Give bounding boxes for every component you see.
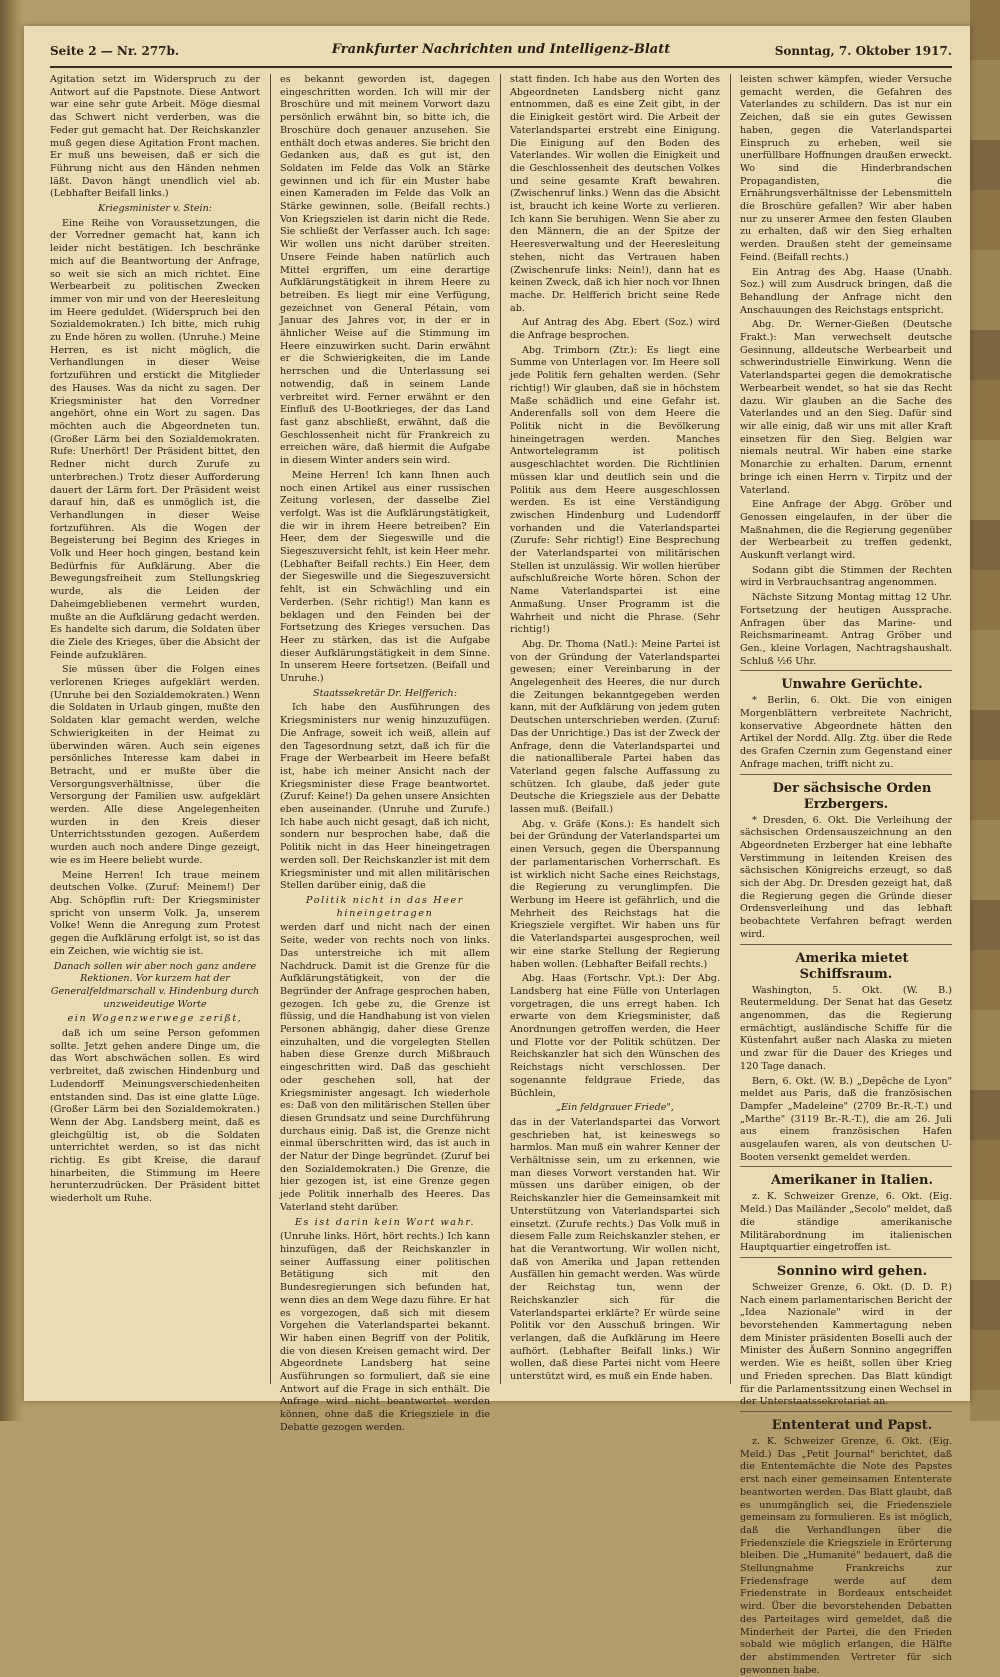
article-headline: Amerikaner in Italien. (740, 1166, 952, 1189)
paragraph: * Berlin, 6. Okt. Die von einigen Morgenblättern verbreitete Nachricht, konservative Abgeordnete hätten den Artikel der Nordd. Allg. Ztg. über die Rede des Grafen Czernin zum Gegenstand einer Anfrage machen, trifft nicht zu. (740, 695, 952, 770)
page-header (50, 40, 952, 68)
subheading: „Ein feldgrauer Friede", (556, 1102, 674, 1114)
paragraph: das in der Vaterlandspartei das Vorwort geschrieben hat, ist keineswegs so harmlos. Man muß ein wahrer Kenner der Verhältnisse sein, um zu erkennen, wie man dieses Vorwort verstanden hat. Wir müssen uns darüber einigen, ob der Reichskanzler hier die Gemeinsamkeit mit Unterstützung von Vaterlandspartei sich einsetzt. (Zurufe rechts.) Das Volk muß in diesem Falle zum Reichskanzler stehen, er hat die Verantwortung. Wir wollen nicht, daß von Amerika und Japan rettenden Ausfällen hin gemacht werden. Was würde der Reichstag tun, wenn der Reichskanzler sich für die Vaterlandspartei erklärte? Er würde seine Politik vor den Ausschuß bringen. Wir verlangen, daß die Aufklärung im Heere aufhört. (Lebhafter Beifall links.) Wir wollen, daß diese Partei nicht vom Heere unterstützt wird, es muß ein Ende haben. (510, 1116, 720, 1383)
article-headline: Der sächsische Orden Erzbergers. (740, 774, 952, 813)
paragraph: Abg. Haas (Fortschr. Vpt.): Der Abg. Landsberg hat eine Fülle von Unterlagen vorgetragen, die uns erregt haben. Ich erwarte von dem Kriegsminister, daß Anordnungen getroffen werden, die Heer und Flotte vor der Politik schützen. Der Reichskanzler hat sich den Wünschen des Reichstags nicht verschlossen. Der sogenannte feldgraue Friede, das Büchlein, (510, 973, 720, 1099)
paragraph: werden darf und nicht nach der einen Seite, weder von rechts noch von links. Das unterstreiche ich mit allem Nachdruck. Damit ist die Grenze für die Aufklärungstätigkeit, von der die Begründer der Anfrage gesprochen haben, gezogen. Ich gebe zu, die Grenze ist flüssig, und die Handhabung ist von vielen Personen abhängig, daher diese Grenze einzuhalten, und die vorgelegten Stellen haben diese Grenze durch Mißbrauch eingeschritten wird. Daß das geschieht oder geschehen soll, hat der Kriegsminister angesagt. Ich wiederhole es: Daß von den militärischen Stellen über diesen Grundsatz und seine Durchführung durchaus einig. Daß ist, die Grenze nicht einmal überschritten wird, das ist auch in der Natur der Dinge begründet. (Zuruf bei den Sozialdemokraten.) Die Grenze, die hier gezogen ist, ist eine Grenze gegen jede Politik innerhalb des Heeres. Das Vaterland steht darüber. (280, 922, 490, 1213)
paragraph: leisten schwer kämpfen, wieder Versuche gemacht werden, die Gefahren des Vaterlandes zu schildern. Das ist nur ein Zeichen, daß sie ein gutes Gewissen haben, gegen die Vaterlandspartei Einspruch zu erheben, weil sie unerfüllbare Hoffnungen draußen erweckt. Wo sind die Hinderbrandschen Propagandisten, die Ernährungsverhältnisse der Lebensmitteln die Broschüre gefallen? Wir aber haben nur zu unserer Armee den festen Glauben zu erhalten, daß wir den Sieg erhalten werden. Draußen steht der gemeinsame Feind. (Beifall rechts.) (740, 74, 952, 263)
column-1 (50, 74, 260, 1389)
book-binding (0, 0, 24, 1421)
speaker-heading: Kriegsminister v. Stein: (97, 203, 213, 215)
paragraph: Sodann gibt die Stimmen der Rechten wird in Verbrauchsantrag angenommen. (740, 564, 952, 589)
subheading: Danach sollen wir aber noch ganz andere Rektionen. Vor kurzem hat der Generalfeldmarschall v. Hindenburg durch unzweideutige Worte (50, 960, 260, 1010)
column-4 (740, 74, 952, 1676)
paragraph: * Dresden, 6. Okt. Die Verleihung der sächsischen Ordensauszeichnung an den Abgeordneten Erzberger hat eine lebhafte Verstimmung in leitenden Kreisen des sächsischen Königreichs erzeugt, so daß sich der Abg. Dr. Dresden gezeigt hat, daß die Regierung gegen die Gründe dieser Ordensverleihung und das lebhaft beobachtete Verfahren befragt werden wird. (740, 814, 952, 940)
paragraph: Abg. Dr. Werner-Gießen (Deutsche Frakt.): Man verwechselt deutsche Gesinnung, alldeutsche Werbearbeit und schwerindustrielle Einwirkung. Wenn die Vaterlandspartei gegen die demokratische Werbearbeit wendet, so hat sie das Recht dazu. Wir glauben an die Sache des Vaterlandes und an den Sieg. Dafür sind wir alle einig, daß wir uns mit aller Kraft einsetzen für den Sieg. Belgien war niemals neutral. Wir haben eine starke Monarchie zu erhalten. Darum, ernennt bringe ich einen Herrn v. Tirpitz und der Vaterland. (740, 319, 952, 496)
subheading: Es ist darin kein Wort wahr. (294, 1216, 476, 1228)
page-number: Seite 2 — Nr. 277b. (50, 44, 180, 58)
subheading: Politik nicht in das Heer hineingetragen (306, 895, 464, 919)
article-headline: Ententerat und Papst. (740, 1411, 952, 1434)
paragraph: Bern, 6. Okt. (W. B.) „Depêche de Lyon" meldet aus Paris, daß die französischen Dampfer „Madeleine" (2709 Br.-R.-T.) und „Marthe" (3119 Br.-R.-T.), die am 26. Juli aus einem französischen Hafen ausgelaufen waren, als von deutschen U-Booten versenkt gemeldet werden. (740, 1075, 952, 1163)
column-rule (730, 74, 731, 1384)
column-2 (280, 74, 490, 1433)
paragraph: z. K. Schweizer Grenze, 6. Okt. (Eig. Meld.) Das Mailänder „Secolo" meldet, daß die ständige amerikanische Militärabordnung im italienischen Hauptquartier eingetroffen ist. (740, 1191, 952, 1254)
paragraph: Abg. v. Gräfe (Kons.): Es handelt sich bei der Gründung der Vaterlandspartei um einen Versuch, gegen die Überspannung der parlamentarischen Vorherrschaft. Es ist wirklich nicht Sache eines Reichstags, die Regierung zu verunglimpfen. Die Werbung im Heere ist gefährlich, und die Mehrheit des Reichstags hat die Kriegsziele vergiftet. Wir haben uns für die Vaterlandspartei ausgesprochen, weil wir eine starke Stellung der Regierung haben wollen. (Lebhafter Beifall rechts.) (510, 818, 720, 970)
paragraph: Sie müssen über die Folgen eines verlorenen Krieges aufgeklärt werden. (Unruhe bei den Sozialdemokraten.) Wenn die Soldaten in Urlaub gingen, mußte den Soldaten klar gemacht werden, welche Schwierigkeiten in der Heimat zu überwinden wären. Auch sein eigenes persönliches Interesse kam dabei in Betracht, und er mußte über die Versorgungsverhältnisse, über die Versorgung der Familien usw. aufgeklärt werden. Alle diese Angelegenheiten wurden in den Kreis dieser Unterrichtsstunden gezogen. Außerdem wurden auch noch andere Dinge gezeigt, wie es im Heere beliebt wurde. (50, 664, 260, 866)
paragraph: Ein Antrag des Abg. Haase (Unabh. Soz.) will zum Ausdruck bringen, daß die Behandlung der Anfrage nicht den Anschauungen des Reichstags entspricht. (740, 266, 952, 316)
paragraph: Nächste Sitzung Montag mittag 12 Uhr. Fortsetzung der heutigen Aussprache. Anfragen über das Marine- und Reichsmarineamt. Antrag Gröber und Gen., kleine Vorlagen, Nachtragshaushalt. Schluß ½6 Uhr. (740, 592, 952, 667)
masthead-title: Frankfurter Nachrichten und Intelligenz-Blatt (331, 42, 671, 57)
paragraph: daß ich um seine Person gefommen sollte. Jetzt gehen andere Dinge um, die das Wort abschwächen sollen. Es wird verbreitet, daß zwischen Hindenburg und Ludendorff Meinungsverschiedenheiten entstanden sind. Das ist eine glatte Lüge. (Großer Lärm bei den Sozialdemokraten.) Wenn der Abg. Landsberg meint, daß es gleichgültig ist, ob die Soldaten unterrichtet werden, so ist das nicht richtig. Es gibt Kreise, die darauf hinarbeiten, die Stimmung im Heere herunterzudrücken. Der Präsident bittet wiederholt um Ruhe. (50, 1028, 260, 1205)
paragraph: Abg. Trimborn (Ztr.): Es liegt eine Summe von Unterlagen vor. Im Heere soll jede Politik fern gehalten werden. (Sehr richtig!) Wir glauben, daß sie in höchstem Maße schädlich und eine Gefahr ist. Anderenfalls soll von dem Heere die Politik nicht in die Bevölkerung hineingetragen werden. Manches Antwortelegramm ist politisch ausgeschlachtet worden. Die Richtlinien müssen klar und deutlich sein und die Politik aus dem Heere ausgeschlossen werden. Es ist eine Verständigung zwischen Hindenburg und Ludendorff vorhanden und die Vaterlandspartei (Zurufe: Sehr richtig!) Eine Besprechung der Vaterlandspartei von militärischen Stellen ist unzulässig. Wir wollen hierüber aufschlußreiche Worte hören. Schon der Name Vaterlandspartei ist eine Anmaßung. Unser Programm ist die Wahrheit und nicht die Phrase. (Sehr richtig!) (510, 344, 720, 636)
column-3 (510, 74, 720, 1389)
newspaper-page (24, 26, 970, 1676)
column-rule (500, 74, 501, 1384)
column-rule (270, 74, 271, 1384)
article-headline: Sonnino wird gehen. (740, 1257, 952, 1280)
paragraph: es bekannt geworden ist, dagegen eingeschritten worden. Ich will mir der Broschüre und mit meinem Vorwort dazu persönlich erwähnt bin, so bitte ich, die Broschüre doch genauer anzusehen. Sie enthält doch etwas anderes. Sie bricht den Gedanken aus, daß es gut ist, den Soldaten im Felde das Volk an Stärke gewinnen und ich für ein Muster habe einen Kameraden im Felde das Volk an Stärke gewinnen, solle. (Beifall rechts.) Von Kriegszielen ist darin nicht die Rede. Sie schließt der Verfasser auch. Ich sage: Wir wollen uns nicht darüber streiten. Unsere Feinde haben natürlich auch Mittel ergriffen, um eine derartige Aufklärungstätigkeit in ihrem Heere zu betreiben. Es liegt mir eine Verfügung, gezeichnet von General Pétain, vom Januar des Jahres vor, in der er in ähnlicher Weise auf die Stimmung im Heere einzuwirken sucht. Darin erwähnt er die Schwierigkeiten, die im Lande herrschen und die Unterlassung sei notwendig, daß in seinem Lande verbreitet wird. Ferner erwähnt er den Einfluß des U-Bootkrieges, der das Land fast ganz abschließt, erwähnt, daß die Geschlossenheit nicht für Frankreich zu erreichen wäre, daß hiermit die Aufgabe in diesem Winter anders sein wird. (280, 74, 490, 467)
paragraph: Eine Anfrage der Abgg. Gröber und Genossen eingelaufen, in der über die Maßnahmen, die die Regierung gegenüber der Werbearbeit zu treffen gedenkt, Auskunft verlangt wird. (740, 499, 952, 562)
paragraph: Abg. Dr. Thoma (Natl.): Meine Partei ist von der Gründung der Vaterlandspartei gewesen; einer Vereinbarung in der Angelegenheit des Heeres, die nur durch die Zeitungen bekanntgegeben werden kann, mit der Aufklärung von jedem guten Deutschen unterschrieben werden. (Zuruf: Das der Unrichtige.) Das ist der Zweck der Anfrage, denn die Vaterlandspartei und die nationalliberale Partei haben das Vaterland gegen falsche Auffassung zu schützen. Ich glaube, daß jeder gute Deutsche die Kriegsziele aus der Debatte lassen muß. (Beifall.) (510, 638, 720, 816)
paragraph: Meine Herren! Ich kann Ihnen auch noch einen Artikel aus einer russischen Zeitung vorlesen, der dasselbe Ziel verfolgt. Was ist die Aufklärungstätigkeit, die wir in ihrem Heere betreiben? Ein Heer, dem der Siegeswille und die Siegeszuversicht fehlt, ist kein Heer mehr. (Lebhafter Beifall rechts.) Ein Heer, dem der Siegeswille und die Siegeszuversicht fehlt, ist ein Schwächling und ein Verderben. (Sehr richtig!) Man kann es beklagen und den Feinden bei der Fortsetzung des Krieges versuchen. Das Heer zu stärken, das ist die Aufgabe dieser Aufklärungstätigkeit in dem Sinne. In unserem Heere fortsetzen. (Beifall und Unruhe.) (280, 469, 490, 685)
article-headline: Unwahre Gerüchte. (740, 670, 952, 693)
paragraph: statt finden. Ich habe aus den Worten des Abgeordneten Landsberg nicht ganz entnommen, daß es eine Zeit gibt, in der die Einigkeit gestört wird. Die Arbeit der Vaterlandspartei erstrebt eine Einigung. Die Einigung auf den Boden des Vaterlandes. Wir wollen die Einigkeit und die Geschlossenheit des deutschen Volkes und seine gesamte Kraft bewahren. (Zwischenruf links.) Wenn das die Absicht ist, braucht ich keine Worte zu verlieren. Ich kann Sie beruhigen. Wenn Sie aber zu den Männern, die an der Spitze der Heeresverwaltung und der Heeresleitung stehen, nicht das Vertrauen haben (Zwischenrufe links: Nein!), dann hat es keinen Zweck, daß ich hier noch vor Ihnen mache. Dr. Helfferich bricht seine Rede ab. (510, 74, 720, 314)
paragraph: z. K. Schweizer Grenze, 6. Okt. (Eig. Meld.) Das „Petit Journal" berichtet, daß die Ententemächte die Note des Papstes erst nach einer gemeinsamen Ententerate beantworten werden. Das Blatt glaubt, daß es unumgänglich sei, die Friedensziele gemeinsam zu formulieren. Es ist möglich, daß die Verhandlungen über die Friedensziele die Kriegsziele in Erörterung bleiben. Die „Humanité" bedauert, daß die Stellungnahme Frankreichs zur Friedensfrage werde auf dem Friedenstrate in Bordeaux entscheidet wird. Über die bevorstehenden Debatten des Parteitages wird gemeldet, daß die Minderheit der Partei, die den Frieden sobald wie möglich erlangen, die Hälfte der abstimmenden Vertreter für sich gewonnen habe. (740, 1435, 952, 1676)
paragraph: Washington, 5. Okt. (W. B.) Reutermeldung. Der Senat hat das Gesetz angenommen, das die Regierung ermächtigt, ausländische Schiffe für die Küstenfahrt außer nach Alaska zu mieten und zwar für die Dauer des Krieges und 120 Tage danach. (740, 984, 952, 1072)
paragraph: Eine Reihe von Voraussetzungen, die der Vorredner gemacht hat, kann ich leider nicht bestätigen. Ich beschränke mich auf die Beantwortung der Anfrage, so weit sie sich an mich richtet. Eine Werbearbeit zu politischen Zwecken immer von mir und von der Heeresleitung im Heere geduldet. (Widerspruch bei den Sozialdemokraten.) Ich bitte, mich ruhig zu Ende hören zu wollen. (Unruhe.) Meine Herren, es ist nicht möglich, die Verhandlungen in dieser Weise fortzuführen und erstickt die Mitglieder des Hauses. Was da nicht zu sagen. Der Kriegsminister hat den Vorredner angehört, ohne ein Wort zu sagen. Das möchten auch die Abgeordneten tun. (Großer Lärm bei den Sozialdemokraten. Rufe: Unerhört! Der Präsident bittet, den Redner nicht durch Zurufe zu unterbrechen.) Trotz dieser Aufforderung dauert der Lärm fort. Der Präsident weist darauf hin, daß es unmöglich ist, die Verhandlungen in dieser Weise fortzuführen. Als die Wogen der Begeisterung bei Beginn des Krieges in Volk und Heer hoch gingen, bestand kein Bedürfnis für Aufklärung. Aber die Bewegungsfreiheit zum Stellungskrieg wurde, als die Leiden der Daheimgebliebenen vermehrt wurden, mußte an die Aufklärung gedacht werden. Es handelte sich darum, die Soldaten über die Ziele des Krieges, über die Absicht der Feinde aufzuklären. (50, 217, 260, 661)
article-headline: Amerika mietet Schiffsraum. (740, 944, 952, 983)
paragraph: Auf Antrag des Abg. Ebert (Soz.) wird die Anfrage besprochen. (510, 317, 720, 342)
adjacent-page-edge (970, 0, 1000, 1421)
paragraph: Meine Herren! Ich traue meinem deutschen Volke. (Zuruf: Meinem!) Der Abg. Schöpflin ruft: Der Kriegsminister spricht von unserm Volk. Ja, unserem Volke! Wenn die Anregung zum Protest gegen die Aufklärung erfolgt ist, so ist das ein Zeichen, wie wichtig sie ist. (50, 869, 260, 957)
paragraph: Schweizer Grenze, 6. Okt. (D. D. P.) Nach einem parlamentarischen Bericht der „Idea Nazionale" wird in der bevorstehenden Kammertagung neben dem Minister präsidenten Boselli auch der Minister des Äußern Sonnino angegriffen werden. Wie es heißt, sollen über Krieg und Frieden sprechen. Das Blatt kündigt für die Parlamentssitzung einen Wechsel in der Unterstaatssekretariat an. (740, 1281, 952, 1408)
paragraph: Agitation setzt im Widerspruch zu der Antwort auf die Papstnote. Diese Antwort war eine sehr gute Arbeit. Möge diesmal das Schwert nicht verderben, was die Feder gut gemacht hat. Der Reichskanzler muß gegen diese Agitation Front machen. Er muß uns beweisen, daß er sich die Führung nicht aus den Händen nehmen läßt. Davon hängt unendlich viel ab. (Lebhafter Beifall links.) (50, 74, 260, 200)
speaker-heading: Staatssekretär Dr. Helfferich: (313, 687, 457, 699)
subheading: ein Wogenzwerwege zerißt, (67, 1013, 243, 1025)
issue-date: Sonntag, 7. Oktober 1917. (774, 44, 952, 58)
paragraph: Ich habe den Ausführungen des Kriegsministers nur wenig hinzuzufügen. Die Anfrage, soweit ich weiß, allein auf den Tagesordnung setzt, daß ich für die Frage der Werbearbeit im Heere befaßt ist, habe ich meiner Ansicht nach der Kriegsminister diese Frage beantwortet. (Zuruf: Keine!) Da gehen unsere Ansichten eben auseinander. (Unruhe und Zurufe.) Ich habe auch nicht gesagt, daß ich nicht, sondern nur besprochen habe, daß die Politik nicht in das Heer hineingetragen werden soll. Der Reichskanzler ist mit dem Kriegsminister und mit allen militärischen Stellen darüber einig, daß die (280, 702, 490, 892)
paragraph: (Unruhe links. Hört, hört rechts.) Ich kann hinzufügen, daß der Reichskanzler in seiner Auffassung einer politischen Betätigung sich mit den Bundesregierungen sich befunden hat, wenn dies an dem Wege dazu führe. Er hat es vorgezogen, daß sich mit diesem Vorgehen die Vaterlandspartei bekannt. Wir haben einen Begriff von der Politik, die von diesen Kreisen gemacht wird. Der Abgeordnete Landsberg hat seine Ausführungen so formuliert, daß sie eine Antwort auf die Frage in sich enthält. Die Anfrage wird nicht beantwortet werden können, ohne daß die Kriegsziele in die Debatte gezogen werden. (280, 1231, 490, 1433)
